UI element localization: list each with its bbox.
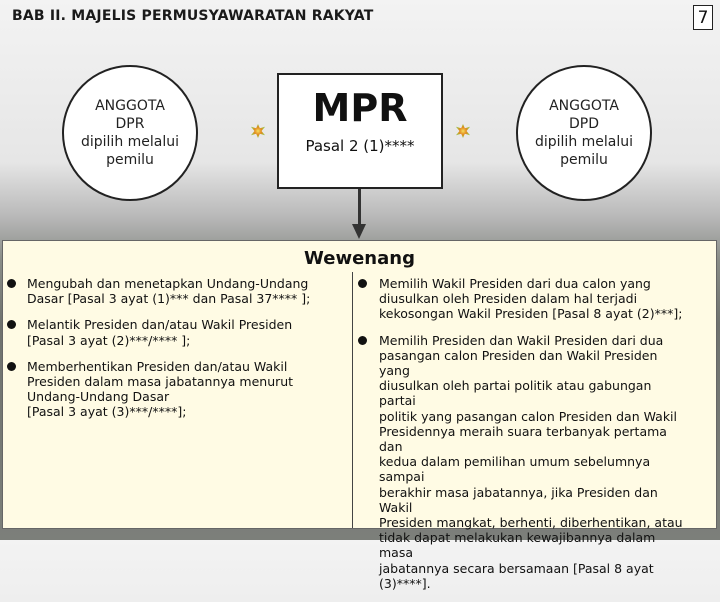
item-line: kedua dalam pemilihan umum sebelumnya sampai: [379, 454, 651, 485]
slide-title: BAB II. MAJELIS PERMUSYAWARATAN RAKYAT: [12, 8, 374, 24]
authority-left-column: [27, 276, 349, 431]
list-item: [379, 333, 691, 591]
dpd-members-circle: [516, 65, 652, 201]
bullet-icon: [7, 362, 16, 371]
item-line: Presiden dalam masa jabatannya menurut: [27, 374, 294, 390]
mpr-title: MPR: [312, 86, 408, 130]
circle-line: DPD: [568, 116, 599, 132]
item-line: jabatannya secara bersamaan [Pasal 8 ayat: [379, 560, 654, 576]
item-line: pasangan calon Presiden dan Wakil Presiden yang: [379, 347, 658, 379]
item-line: tidak dapat melakukan kewajibannya dalam masa: [379, 530, 656, 561]
bullet-icon: [7, 320, 16, 329]
item-line: politik yang pasangan calon Presiden dan Wakil: [379, 408, 678, 424]
item-line: Memberhentikan Presiden dan/atau Wakil: [27, 358, 288, 374]
authority-right-column: [379, 276, 691, 602]
mpr-subtitle: Pasal 2 (1)****: [305, 137, 415, 155]
item-line: berakhir masa jabatannya, jika Presiden dan Wakil: [379, 484, 658, 515]
circle-line: dipilih melalui: [80, 134, 180, 150]
bullet-icon: [358, 279, 367, 288]
item-line: Memilih Presiden dan Wakil Presiden dari dua: [379, 332, 664, 348]
down-arrow-icon: [352, 224, 366, 239]
item-line: (3)****].: [379, 575, 431, 591]
circle-line: pemilu: [106, 152, 154, 168]
bullet-icon: [7, 279, 16, 288]
item-line: Memilih Wakil Presiden dari dua calon yang: [379, 276, 651, 291]
item-line: Presiden mangkat, berhenti, diberhentikan, atau: [379, 515, 683, 531]
item-line: Undang-Undang Dasar: [27, 389, 170, 405]
item-line: Dasar [Pasal 3 ayat (1)*** dan Pasal 37**** ];: [27, 291, 311, 307]
item-line: diusulkan oleh Presiden dalam hal terjadi: [379, 291, 638, 307]
circle-line: ANGGOTA: [549, 98, 619, 114]
connector-star-icon: [251, 124, 265, 138]
circle-line: pemilu: [560, 152, 608, 168]
mpr-box: [277, 73, 443, 189]
list-item: [379, 276, 691, 322]
item-line: [Pasal 3 ayat (3)***/****];: [27, 404, 187, 420]
authority-panel: [2, 240, 717, 591]
circle-line: dipilih melalui: [534, 134, 634, 150]
item-line: Melantik Presiden dan/atau Wakil Presiden: [27, 317, 293, 333]
page-number: 7: [693, 5, 713, 30]
list-item: [27, 276, 349, 306]
down-arrow-stem: [358, 189, 361, 227]
item-line: Presidennya meraih suara terbanyak pertama dan: [379, 423, 667, 455]
item-line: Mengubah dan menetapkan Undang-Undang: [27, 276, 309, 291]
list-item: [27, 317, 349, 347]
circle-line: ANGGOTA: [95, 98, 165, 114]
authority-heading: Wewenang: [304, 248, 415, 269]
item-line: kekosongan Wakil Presiden [Pasal 8 ayat (2)***];: [379, 306, 683, 322]
dpr-members-circle: [62, 65, 198, 201]
column-divider: [352, 272, 353, 528]
list-item: [27, 359, 349, 420]
item-line: [Pasal 3 ayat (2)***/**** ];: [27, 332, 191, 348]
item-line: diusulkan oleh partai politik atau gabungan partai: [379, 378, 652, 409]
connector-star-icon: [456, 124, 470, 138]
circle-line: DPR: [115, 116, 145, 132]
bullet-icon: [358, 336, 367, 345]
